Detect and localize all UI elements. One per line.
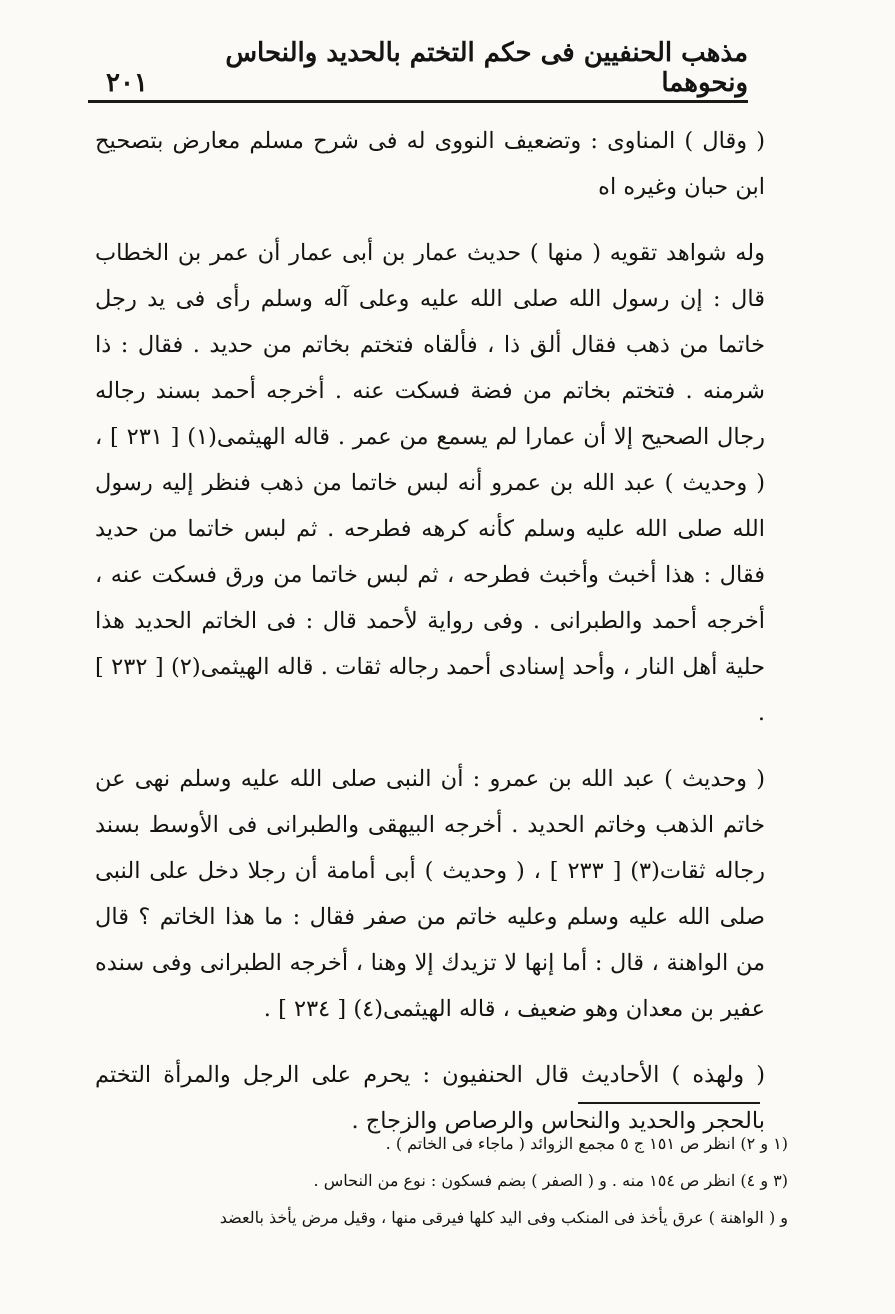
footnote-line: (٣ و ٤) انظر ص ١٥٤ منه . و ( الصفر ) بضم فسكون : نوع من النحاس .: [313, 1171, 788, 1190]
running-title: مذهب الحنفيين فى حكم التختم بالحديد والنحاس ونحوهما: [225, 38, 748, 98]
page-number: ٢٠١: [106, 68, 148, 98]
paragraph-munawi: ( وقال ) المناوى : وتضعيف النووى له فى شرح مسلم معارض بتصحيح ابن حبان وغيره اه: [95, 128, 765, 200]
page-header: [88, 38, 748, 98]
footnote-line: (١ و ٢) انظر ص ١٥١ ج ٥ مجمع الزوائد ( ماجاء فى الخاتم ) .: [385, 1134, 788, 1153]
paragraph-conclusion: ( ولهذه ) الأحاديث قال الحنفيون : يحرم على الرجل والمرأة التختم بالحجر والحديد والنحاس والرصاص والزجاج .: [95, 1062, 765, 1134]
footnotes: [88, 1125, 788, 1236]
footnote-line: و ( الواهنة ) عرق يأخذ فى المنكب وفى اليد كلها فيرقى منها ، وقيل مرض يأخذ بالعضد: [219, 1208, 788, 1227]
paragraph-abdullah-amr: ( وحديث ) عبد الله بن عمرو : أن النبى صلى الله عليه وسلم نهى عن خاتم الذهب وخاتم الحديد . أخرجه البيهقى والطبرانى فى الأوسط بسند رجاله ثقات(٣) [ ٢٣٣ ] ، ( وحديث ) أبى أمامة أن رجلا دخل على النبى صلى الله عليه وسلم وعليه خاتم من صفر فقال : ما هذا الخاتم ؟ قال من الواهنة ، قال : أما إنها لا تزيدك إلا وهنا ، أخرجه الطبرانى وفى سنده عفير بن معدان وهو ضعيف ، قاله الهيثمى(٤) [ ٢٣٤ ] .: [95, 766, 765, 1022]
paragraph-shawahid: وله شواهد تقويه ( منها ) حديث عمار بن أبى عمار أن عمر بن الخطاب قال : إن رسول الله صلى الله عليه وعلى آله وسلم رأى فى يد رجل خاتما من ذهب فقال ألق ذا ، فألقاه فتختم بخاتم من حديد . فقال : ذا شرمنه . فتختم بخاتم من فضة فسكت عنه . أخرجه أحمد بسند رجاله رجال الصحيح إلا أن عمارا لم يسمع من عمر . قاله الهيثمى(١) [ ٢٣١ ] ، ( وحديث ) عبد الله بن عمرو أنه لبس خاتما من ذهب فنظر إليه رسول الله صلى الله عليه وسلم كأنه كرهه فطرحه . ثم لبس خاتما من حديد فقال : هذا أخبث وأخبث فطرحه ، ثم لبس خاتما من ورق فسكت عنه ، أخرجه أحمد والطبرانى . وفى رواية لأحمد قال : فى الخاتم الحديد هذا حلية أهل النار ، وأحد إسنادى أحمد رجاله ثقات . قاله الهيثمى(٢) [ ٢٣٢ ] .: [95, 240, 765, 726]
header-rule: [88, 100, 748, 103]
main-text: [95, 118, 765, 1164]
footnote-rule: [578, 1102, 760, 1104]
